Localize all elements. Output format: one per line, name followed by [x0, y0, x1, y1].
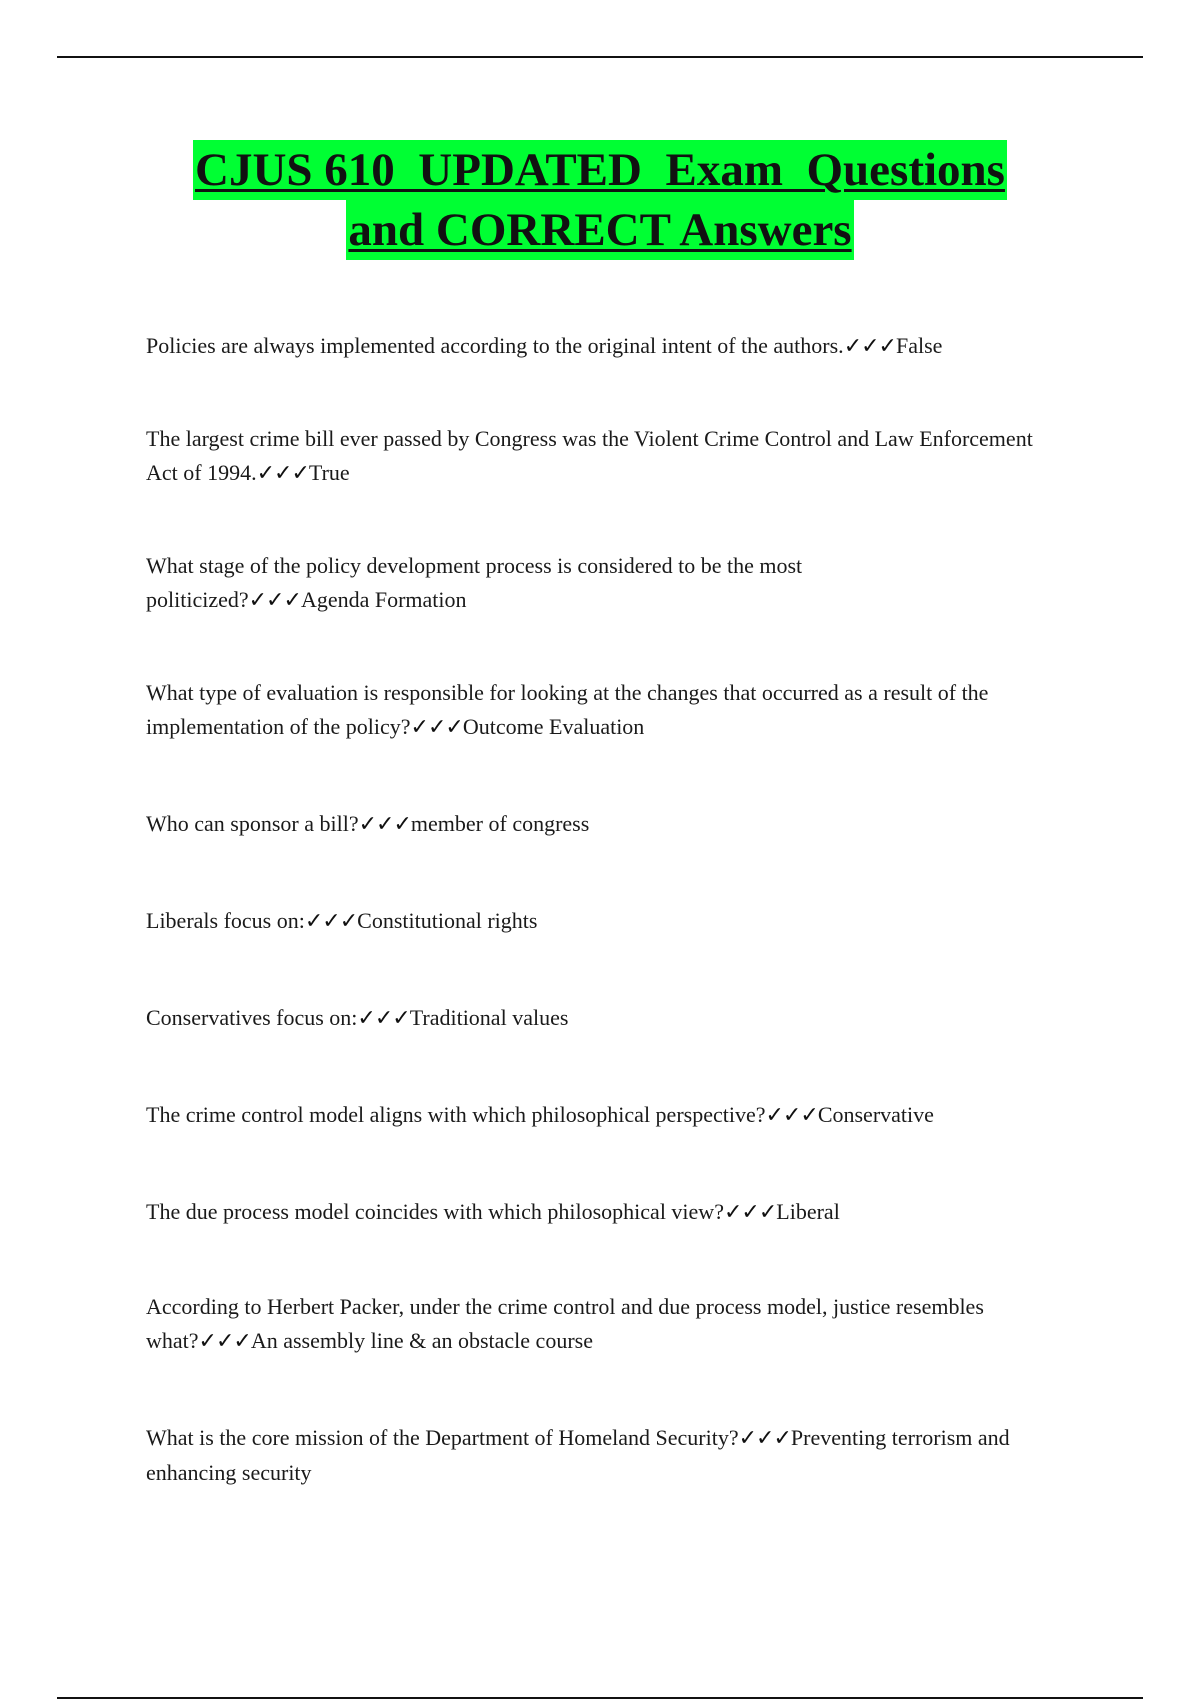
answer: Traditional values: [409, 1005, 569, 1030]
document-title: [0, 140, 1200, 260]
check-marks: ✓✓✓: [304, 909, 358, 934]
question: What is the core mission of the Department of Homeland Security?: [146, 1425, 739, 1450]
answer: Outcome Evaluation: [462, 714, 645, 739]
question: Conservatives focus on:: [146, 1005, 358, 1030]
title-line-1: CJUS 610 UPDATED Exam Questions: [193, 140, 1007, 200]
answer: True: [308, 460, 350, 485]
answer: False: [896, 333, 943, 358]
title-line-2: and CORRECT Answers: [346, 200, 853, 260]
answer: Preventing terrorism and enhancing security: [146, 1425, 1010, 1485]
question: Who can sponsor a bill?: [146, 811, 359, 836]
check-marks: ✓✓✓: [357, 1006, 410, 1031]
question: According to Herbert Packer, under the crime control and due process model, justice resembles what?: [146, 1294, 984, 1353]
qa-item-7: [146, 1001, 1066, 1036]
check-marks: ✓✓✓: [738, 1426, 791, 1451]
question: What stage of the policy development process is considered to be the most politicized?: [146, 553, 803, 612]
answer: An assembly line & an obstacle course: [250, 1328, 593, 1353]
qa-item-3: [146, 549, 866, 618]
question: Liberals focus on:: [146, 908, 305, 933]
answer: Constitutional rights: [357, 908, 538, 933]
question: The due process model coincides with which philosophical view?: [146, 1199, 724, 1224]
qa-item-11: [146, 1421, 1066, 1490]
qa-item-5: [146, 807, 1066, 842]
check-marks: ✓✓✓: [256, 461, 309, 486]
check-marks: ✓✓✓: [198, 1329, 251, 1354]
bottom-rule: [57, 1697, 1143, 1699]
qa-item-8: [146, 1098, 1066, 1133]
qa-item-9: [146, 1195, 1066, 1230]
check-marks: ✓✓✓: [723, 1200, 777, 1225]
qa-item-1: [146, 329, 1066, 364]
check-marks: ✓✓✓: [843, 334, 896, 359]
answer: Agenda Formation: [300, 587, 467, 612]
qa-item-2: [146, 422, 1066, 491]
check-marks: ✓✓✓: [248, 588, 301, 613]
answer: Liberal: [776, 1199, 840, 1224]
answer: member of congress: [410, 811, 590, 836]
question: The largest crime bill ever passed by Congress was the Violent Crime Control and Law Enforcement Act of 1994.: [146, 426, 1033, 485]
qa-item-6: [146, 904, 1066, 939]
qa-item-10: [146, 1290, 1006, 1359]
question: What type of evaluation is responsible for looking at the changes that occurred as a result of the implementation of the policy?: [146, 680, 989, 739]
check-marks: ✓✓✓: [358, 812, 411, 837]
qa-item-4: [146, 676, 1066, 745]
top-rule: [57, 56, 1143, 58]
question: Policies are always implemented according to the original intent of the authors.: [146, 333, 844, 358]
answer: Conservative: [817, 1102, 934, 1127]
check-marks: ✓✓✓: [765, 1103, 818, 1128]
check-marks: ✓✓✓: [410, 715, 463, 740]
question: The crime control model aligns with which philosophical perspective?: [146, 1102, 766, 1127]
